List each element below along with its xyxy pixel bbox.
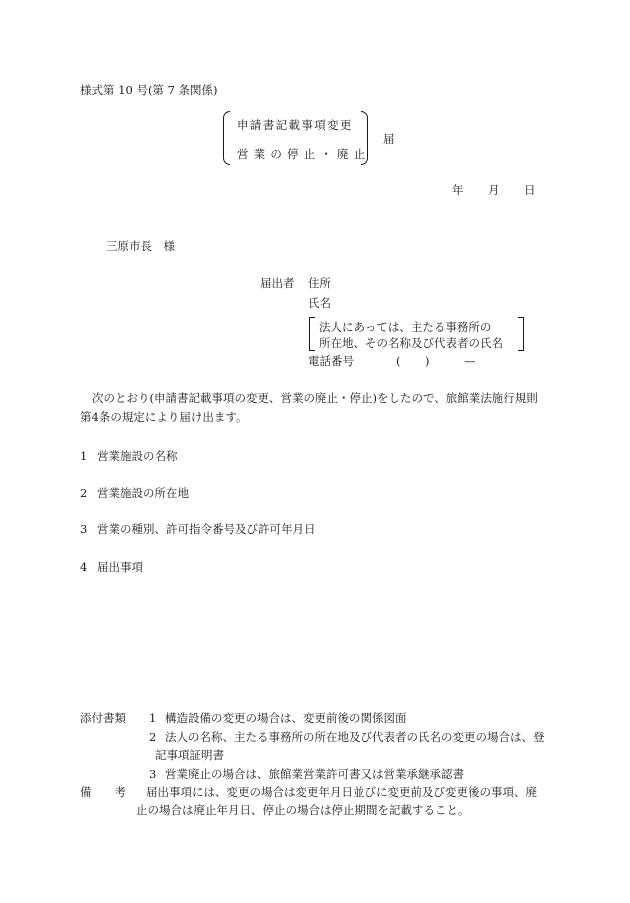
corporate-note-left-bracket xyxy=(309,317,315,351)
remarks-label: 備 考 xyxy=(80,785,126,799)
phone-label: 電話番号 xyxy=(308,354,354,368)
date-year: 年 xyxy=(452,183,464,197)
corporate-note-line-2: 所在地、その名称及び代表者の氏名 xyxy=(319,336,503,350)
remarks-line-2: 止の場合は廃止年月日、停止の場合は停止期間を記載すること。 xyxy=(136,803,470,817)
item-number: 2 xyxy=(80,486,88,500)
address-label: 住所 xyxy=(308,276,331,290)
corporate-note-right-bracket xyxy=(518,317,524,351)
title-suffix: 届 xyxy=(383,132,395,146)
attachment-3-text: 営業廃止の場合は、旅館業営業許可書又は営業承継承認書 xyxy=(165,767,464,781)
phone-paren-close: ) xyxy=(425,354,430,368)
title-line-2: 営業の停止・廃止 xyxy=(237,147,371,161)
attachment-2-text-line-1: 法人の名称、主たる事務所の所在地及び代表者の氏名の変更の場合は、登 xyxy=(165,730,545,744)
title-left-bracket xyxy=(223,111,230,165)
body-line-2: 第4条の規定により届け出ます。 xyxy=(80,410,248,424)
item-number: 4 xyxy=(80,560,88,574)
phone-dash: — xyxy=(464,354,476,368)
title-right-bracket xyxy=(361,111,368,165)
remarks-line-1: 届出事項には、変更の場合は変更年月日並びに変更前及び変更後の事項、廃 xyxy=(146,785,537,799)
item-number: 1 xyxy=(80,449,88,463)
date-month: 月 xyxy=(488,183,500,197)
addressee: 三原市長 様 xyxy=(106,239,175,253)
attachment-2-number: 2 xyxy=(149,730,157,744)
title-line-1: 申請書記載事項変更 xyxy=(237,118,353,132)
item-label: 営業施設の名称 xyxy=(97,449,178,463)
applicant-label: 届出者 xyxy=(260,276,295,290)
attachment-1-text: 構造設備の変更の場合は、変更前後の関係図面 xyxy=(165,711,407,725)
attachment-2-text-line-2: 記事項証明書 xyxy=(155,748,224,762)
attachment-3-number: 3 xyxy=(149,767,157,781)
attachment-1-number: 1 xyxy=(149,711,157,725)
item-number: 3 xyxy=(80,522,88,536)
form-number: 様式第 10 号(第 7 条関係) xyxy=(80,83,218,97)
item-label: 営業の種別、許可指令番号及び許可年月日 xyxy=(97,522,316,536)
corporate-note-line-1: 法人にあっては、主たる事務所の xyxy=(319,320,492,334)
date-day: 日 xyxy=(524,183,536,197)
attachments-label: 添付書類 xyxy=(80,711,126,725)
name-label: 氏名 xyxy=(308,296,331,310)
item-label: 営業施設の所在地 xyxy=(97,486,189,500)
body-line-1: 次のとおり(申請書記載事項の変更、営業の廃止・停止)をしたので、旅館業法施行規則 xyxy=(92,391,538,405)
item-label: 届出事項 xyxy=(97,560,143,574)
phone-paren-open: ( xyxy=(396,354,401,368)
